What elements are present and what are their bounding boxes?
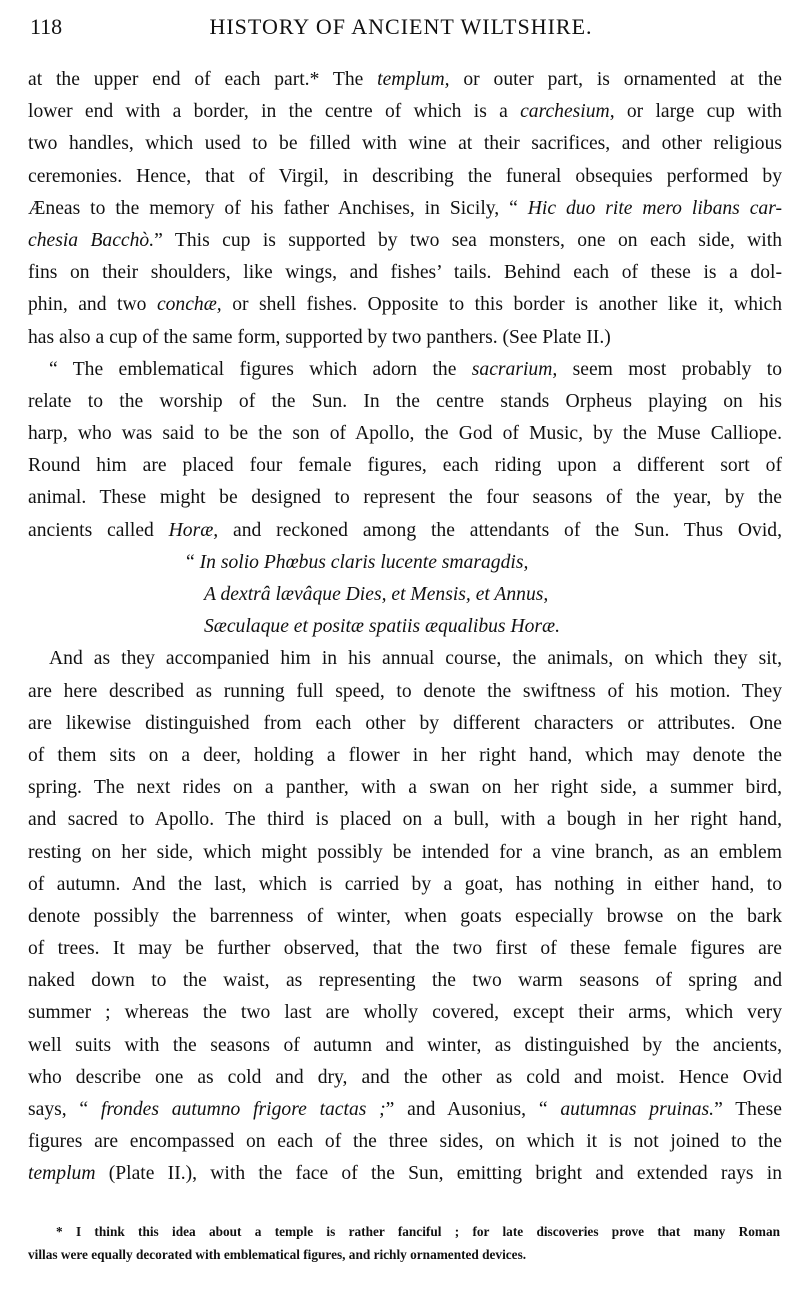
text-line: says, “ frondes autumno frigore tactas ;” and Ausonius, “ autumnas pruinas.” These — [28, 1099, 782, 1120]
page-header — [30, 14, 772, 44]
text-line: animal. These might be designed to represent the four seasons of the year, by the — [28, 487, 782, 509]
text-line: well suits with the seasons of autumn and winter, as distinguished by the ancients, — [28, 1034, 782, 1056]
text-line: who describe one as cold and dry, and the other as cold and moist. Hence Ovid — [28, 1066, 782, 1088]
text-line: ceremonies. Hence, that of Virgil, in describing the funeral obsequies performed by — [28, 165, 782, 187]
text-line: two handles, which used to be filled with wine at their sacrifices, and other religious — [28, 133, 782, 155]
text-line: relate to the worship of the Sun. In the centre stands Orpheus playing on his — [28, 390, 782, 412]
text-line: are here described as running full speed, to denote the swiftness of his motion. They — [28, 680, 782, 702]
text-line: lower end with a border, in the centre of which is a carchesium, or large cup with — [28, 101, 782, 123]
text-line: of trees. It may be further observed, that the two first of these female figures are — [28, 938, 782, 960]
text-line: naked down to the waist, as representing the two warm seasons of spring and — [28, 970, 782, 992]
text-line: of them sits on a deer, holding a flower in her right hand, which may denote the — [28, 744, 782, 766]
text-line: “ The emblematical figures which adorn the sacrarium, seem most probably to — [49, 358, 782, 380]
footnote-line: villas were equally decorated with emblematical figures, and richly ornamented devices. — [28, 1247, 527, 1262]
text-line: chesia Bacchò.” This cup is supported by two sea monsters, one on each side, with — [28, 229, 782, 251]
text-line: And as they accompanied him in his annual course, the animals, on which they sit, — [49, 648, 782, 670]
text-line: of autumn. And the last, which is carried by a goat, has nothing in either hand, to — [28, 873, 782, 895]
text-line: spring. The next rides on a panther, with a swan on her right side, a summer bird, — [28, 777, 782, 799]
text-line: Round him are placed four female figures, each riding upon a different sort of — [28, 455, 782, 477]
verse-line: “ In solio Phœbus claris lucente smaragdis, — [186, 551, 529, 573]
text-line: templum (Plate II.), with the face of the Sun, emitting bright and extended rays in — [28, 1163, 782, 1185]
footnote — [28, 1220, 780, 1266]
text-line: ancients called Horæ, and reckoned among the attendants of the Sun. Thus Ovid, — [28, 519, 782, 541]
text-line: has also a cup of the same form, supported by two panthers. (See Plate II.) — [28, 326, 611, 348]
footnote-line: * I think this idea about a temple is rather fanciful ; for late discoveries prove that many Roman — [56, 1224, 780, 1239]
verse-line: A dextrâ lævâque Dies, et Mensis, et Annus, — [204, 584, 549, 605]
text-line: harp, who was said to be the son of Apollo, the God of Music, by the Muse Calliope. — [28, 423, 782, 445]
text-line: and sacred to Apollo. The third is placed on a bull, with a bough in her right hand, — [28, 809, 782, 831]
text-line: are likewise distinguished from each other by different characters or attributes. One — [28, 712, 782, 734]
page-number: 118 — [30, 14, 63, 39]
running-title: HISTORY OF ANCIENT WILTSHIRE. — [209, 14, 593, 39]
text-line: at the upper end of each part.* The templum, or outer part, is ornamented at the — [28, 69, 782, 90]
body-text — [28, 64, 782, 1191]
text-line: figures are encompassed on each of the three sides, on which it is not joined to the — [28, 1131, 782, 1153]
text-line: phin, and two conchæ, or shell fishes. Opposite to this border is another like it, which — [28, 294, 783, 316]
text-line: denote possibly the barrenness of winter, when goats especially browse on the bark — [28, 905, 782, 927]
text-line: Æneas to the memory of his father Anchises, in Sicily, “ Hic duo rite mero libans car- — [28, 197, 782, 219]
verse-line: Sæculaque et positæ spatiis æqualibus Horæ. — [204, 616, 560, 638]
text-line: resting on her side, which might possibly be intended for a vine branch, as an emblem — [28, 841, 782, 863]
text-line: summer ; whereas the two last are wholly covered, except their arms, which very — [28, 1002, 782, 1024]
text-line: fins on their shoulders, like wings, and fishes’ tails. Behind each of these is a dol- — [28, 262, 782, 284]
